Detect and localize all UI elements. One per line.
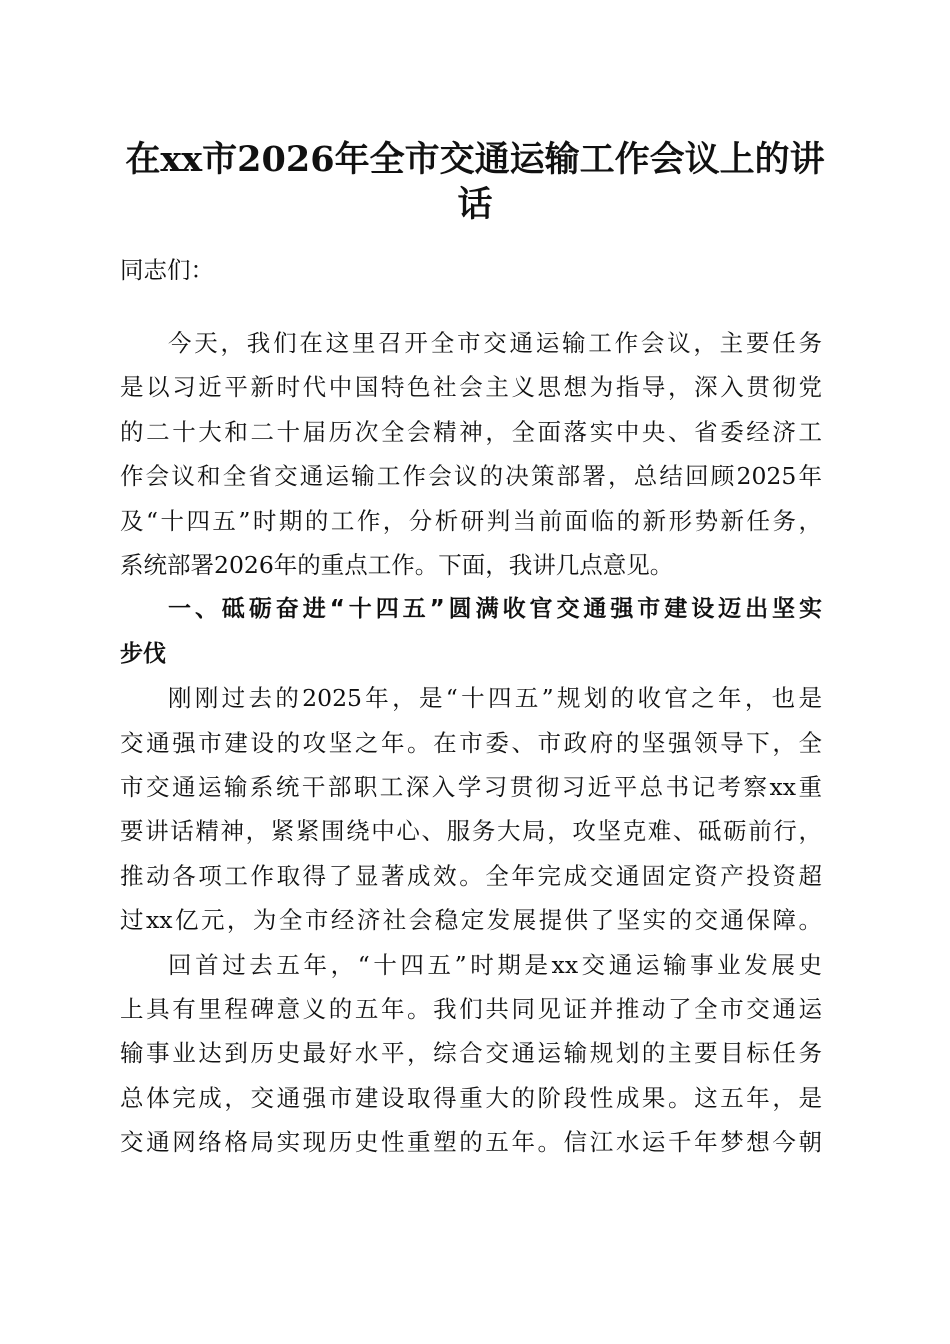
body-text-line: 是以习近平新时代中国特色社会主义思想为指导，深入贯彻党	[120, 373, 822, 402]
body-text-line: 的二十大和二十届历次全会精神，全面落实中央、省委经济工	[120, 417, 822, 446]
document-title-line-2: 话	[457, 184, 493, 225]
body-text-line: 交通强市建设的攻坚之年。在市委、市政府的坚强领导下，全	[120, 728, 822, 757]
body-text-line: 输事业达到历史最好水平，综合交通运输规划的主要目标任务	[120, 1039, 822, 1068]
section-heading-line: 步伐	[120, 640, 166, 667]
body-text-line: 过xx亿元，为全市经济社会稳定发展提供了坚实的交通保障。	[120, 906, 822, 935]
body-text-line: 及“十四五”时期的工作，分析研判当前面临的新形势新任务，	[120, 506, 822, 535]
body-text-line: 回首过去五年，“十四五”时期是xx交通运输事业发展史	[168, 950, 822, 979]
body-text-line: 市交通运输系统干部职工深入学习贯彻习近平总书记考察xx重	[120, 773, 822, 801]
body-text-line: 交通网络格局实现历史性重塑的五年。信江水运千年梦想今朝	[120, 1128, 822, 1157]
document-title-line-1: 在xx市2026年全市交通运输工作会议上的讲	[125, 139, 825, 180]
body-text-line: 推动各项工作取得了显著成效。全年完成交通固定资产投资超	[120, 861, 822, 890]
body-text-line: 今天，我们在这里召开全市交通运输工作会议，主要任务	[168, 329, 822, 357]
section-heading-line: 一、砥砺奋进“十四五”圆满收官交通强市建设迈出坚实	[168, 596, 822, 623]
body-text-line: 总体完成，交通强市建设取得重大的阶段性成果。这五年，是	[120, 1083, 822, 1112]
salutation: 同志们：	[120, 256, 214, 284]
body-text-line: 刚刚过去的2025年，是“十四五”规划的收官之年，也是	[168, 684, 822, 713]
body-text-line: 上具有里程碑意义的五年。我们共同见证并推动了全市交通运	[120, 995, 822, 1023]
body-text-line: 系统部署2026年的重点工作。下面，我讲几点意见。	[120, 551, 674, 579]
body-text-line: 作会议和全省交通运输工作会议的决策部署，总结回顾2025年	[120, 462, 822, 491]
body-text-line: 要讲话精神，紧紧围绕中心、服务大局，攻坚克难、砥砺前行，	[120, 817, 822, 846]
